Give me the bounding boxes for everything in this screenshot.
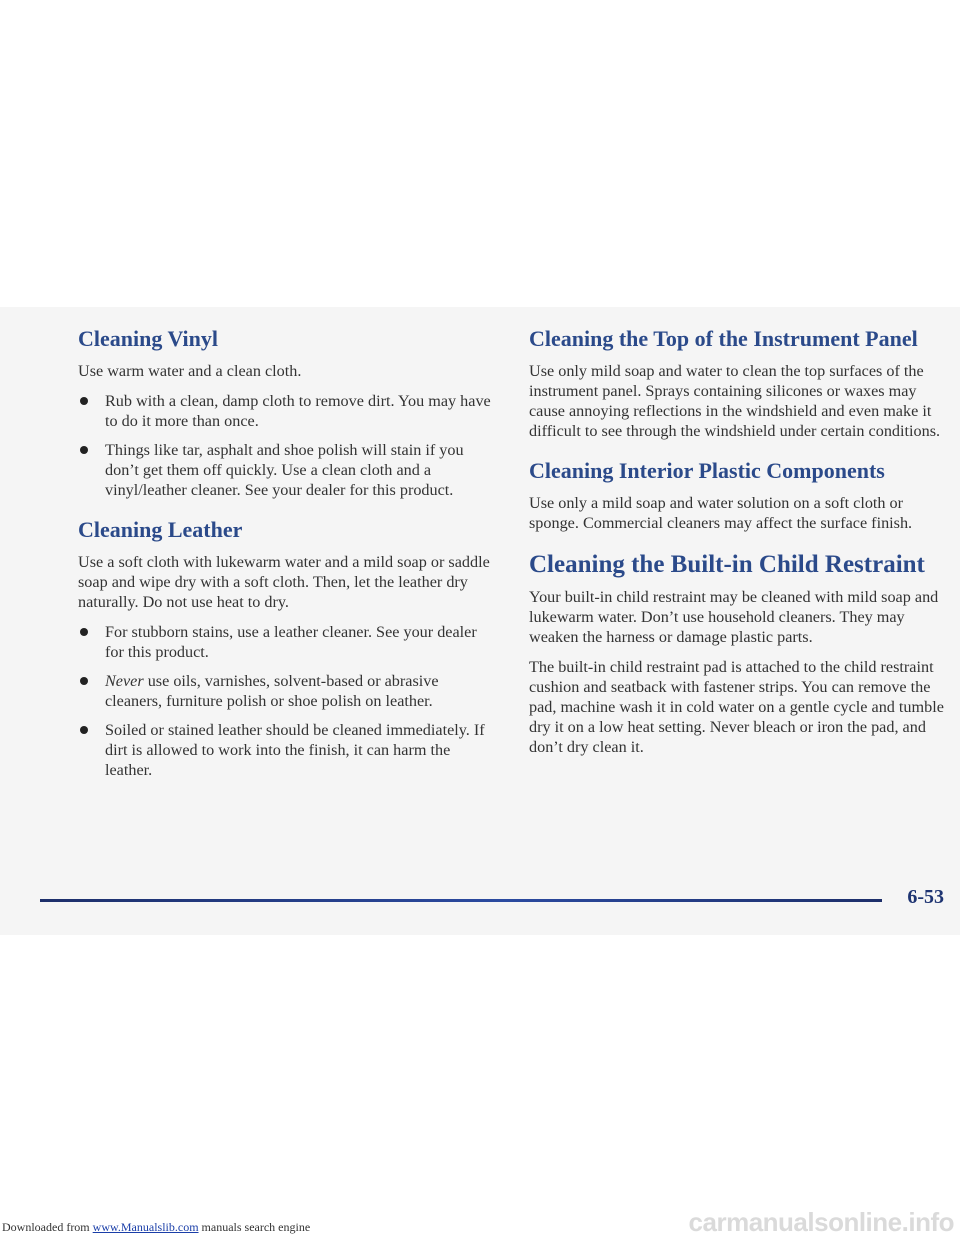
bullet-icon [80, 677, 88, 685]
bullet-text: use oils, varnishes, solvent-based or abrasive cleaners, furniture polish or shoe polish on leather. [105, 672, 439, 710]
vinyl-bullets [78, 391, 498, 500]
vinyl-intro: Use warm water and a clean cloth. [78, 362, 302, 380]
list-item [78, 622, 498, 662]
bullet-text: For stubborn stains, use a leather cleaner. See your dealer for this product. [105, 623, 477, 661]
child-restraint-para-2: The built-in child restraint pad is attached to the child restraint cushion and seatback with fastener strips. You can remove the pad, machine wash it in cold water on a gentle cycle and tumble dry it on a low heat setting. Never bleach or iron the pad, and don’t dry clean it. [529, 658, 944, 756]
instrument-panel-body: Use only mild soap and water to clean the top surfaces of the instrument panel. Sprays containing silicones or waxes may cause annoying reflections in the windshield and even make it difficult to see through the windshield under certain conditions. [529, 362, 941, 440]
leather-intro: Use a soft cloth with lukewarm water and a mild soap or saddle soap and wipe dry with a soft cloth. Then, let the leather dry naturally. Do not use heat to dry. [78, 553, 490, 611]
watermark-logo: carmanualsonline.info [688, 1207, 954, 1237]
right-column [529, 325, 949, 767]
list-item [78, 720, 498, 780]
list-item [78, 440, 498, 500]
credit-prefix: Downloaded from [2, 1220, 93, 1234]
page-number: 6-53 [907, 886, 944, 908]
heading-child-restraint: Cleaning the Built-in Child Restraint [529, 551, 925, 578]
manualslib-link[interactable]: www.Manualslib.com [92, 1220, 199, 1234]
bullet-emphasis: Never [105, 672, 144, 690]
footer-rule [40, 899, 882, 902]
list-item [78, 391, 498, 431]
bullet-text: Things like tar, asphalt and shoe polish will stain if you don’t get them off quickly. Use a clean cloth and a vinyl/leather cleaner. See your dealer for this product. [105, 441, 464, 499]
heading-cleaning-vinyl: Cleaning Vinyl [78, 326, 218, 351]
child-restraint-para-1: Your built-in child restraint may be cleaned with mild soap and lukewarm water. Don’t use household cleaners. They may weaken the harness or damage plastic parts. [529, 588, 939, 646]
plastic-components-body: Use only a mild soap and water solution on a soft cloth or sponge. Commercial cleaners may affect the surface finish. [529, 494, 913, 532]
credit-suffix: manuals search engine [198, 1220, 311, 1234]
heading-plastic-components: Cleaning Interior Plastic Components [529, 458, 885, 483]
heading-instrument-panel: Cleaning the Top of the Instrument Panel [529, 326, 918, 351]
bullet-text: Rub with a clean, damp cloth to remove dirt. You may have to do it more than once. [105, 392, 491, 430]
bullet-icon [80, 397, 88, 405]
bullet-text: Soiled or stained leather should be cleaned immediately. If dirt is allowed to work into the finish, it can harm the leather. [105, 721, 485, 779]
heading-cleaning-leather: Cleaning Leather [78, 517, 243, 542]
bullet-icon [80, 726, 88, 734]
download-credit [2, 1220, 310, 1235]
bullet-icon [80, 446, 88, 454]
list-item [78, 671, 498, 711]
left-column [78, 325, 498, 790]
leather-bullets [78, 622, 498, 780]
bullet-icon [80, 628, 88, 636]
